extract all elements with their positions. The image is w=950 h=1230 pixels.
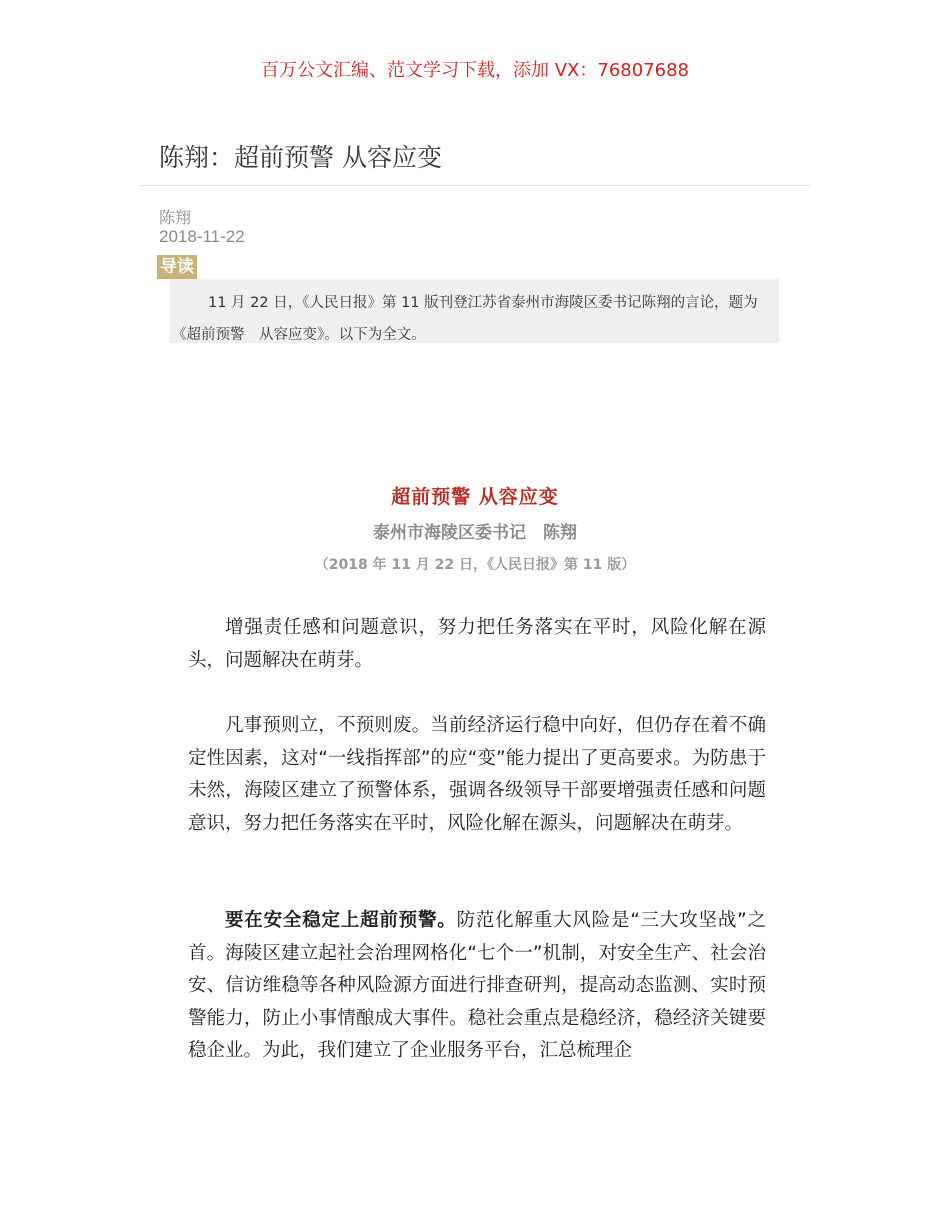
guide-badge: 导读 [157, 255, 197, 279]
article-paragraph: 凡事预则立，不预则废。当前经济运行稳中向好，但仍存在着不确定性因素，这对“一线指挥部”的应“变”能力提出了更高要求。为防患于未然，海陵区建立了预警体系，强调各级领导干部要增强责任感和问题意识，努力把任务落实在平时，风险化解在源头，问题解决在萌芽。 [188, 715, 766, 834]
author-name: 陈翔 [159, 208, 192, 227]
article-source-note: （2018 年 11 月 22 日，《人民日报》第 11 版） [314, 557, 636, 573]
article-title: 超前预警 从容应变 [391, 486, 559, 508]
paragraph-lead-heading: 要在安全稳定上超前预警。 [225, 910, 457, 931]
article-byline: 泰州市海陵区委书记 陈翔 [373, 523, 577, 543]
title-divider [140, 185, 810, 186]
guide-text: 11 月 22 日，《人民日报》第 11 版刊登江苏省泰州市海陵区委书记陈翔的言论，题为《超前预警 从容应变》。以下为全文。 [172, 295, 758, 343]
publish-date: 2018-11-22 [159, 227, 245, 246]
article-paragraph: 增强责任感和问题意识，努力把任务落实在平时，风险化解在源头，问题解决在萌芽。 [188, 617, 766, 671]
paragraph-body-text: 防范化解重大风险是“三大攻坚战”之首。海陵区建立起社会治理网格化“七个一”机制，对安全生产、社会治安、信访维稳等各种风险源方面进行排查研判，提高动态监测、实时预警能力，防止小事情酿成大事件。稳社会重点是稳经济，稳经济关键要稳企业。为此，我们建立了企业服务平台，汇总梳理企 [188, 910, 766, 1061]
guide-box [170, 279, 779, 343]
article-paragraph [188, 905, 766, 1068]
page-title: 陈翔：超前预警 从容应变 [159, 143, 442, 172]
promo-banner: 百万公文汇编、范文学习下载，添加 VX：76807688 [261, 60, 689, 81]
